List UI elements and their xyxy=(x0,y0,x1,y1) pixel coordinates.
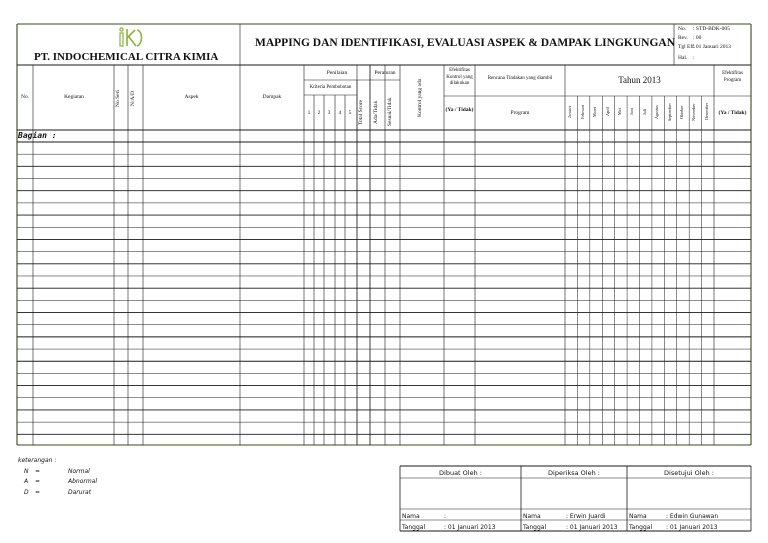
header-peraturan: Peraturan xyxy=(374,70,396,76)
header-kriteria-col: 5 xyxy=(348,110,352,116)
header-ada-tidak: Ada/Tidak xyxy=(373,100,379,124)
header-tahun: Tahun 2013 xyxy=(618,75,661,85)
sig-tanggal-value: : 01 Januari 2013 xyxy=(444,524,496,531)
header-dampak: Dampak xyxy=(262,94,282,100)
sig-tanggal-label: Tanggal xyxy=(402,524,426,531)
header-month: September xyxy=(666,103,672,121)
header-month: Mei xyxy=(616,108,622,116)
header-kriteria-col: 1 xyxy=(307,110,311,116)
keterangan-desc: Abnormal xyxy=(68,478,98,485)
sig-nama-value: : xyxy=(444,513,447,520)
header-total-score: Total Score xyxy=(358,99,364,125)
sig-nama-label: Nama xyxy=(402,513,420,520)
keterangan-code: D xyxy=(24,489,29,496)
header-month: Desember xyxy=(703,103,709,121)
sig-nama-value: : Edwin Gunawan xyxy=(666,513,719,520)
company-name: PT. INDOCHEMICAL CITRA KIMIA xyxy=(34,51,219,63)
header-program: Program xyxy=(510,110,530,116)
keterangan-title: keterangan : xyxy=(18,457,57,464)
header-penilaian: Penilaian xyxy=(326,70,348,76)
sig-tanggal-label: Tanggal xyxy=(629,524,653,531)
keterangan-eq: = xyxy=(35,489,41,496)
document-title: MAPPING DAN IDENTIFIKASI, EVALUASI ASPEK & DAMPAK LINGKUNGAN xyxy=(255,37,675,49)
header-kegiatan: Kegiatan xyxy=(64,94,84,100)
header-rencana: Rencana Tindakan yang diambil xyxy=(487,76,553,81)
keterangan-code: N xyxy=(24,468,29,475)
header-month: Oktober xyxy=(679,105,684,119)
header-efektifitas-program: Efektifitas Program xyxy=(722,71,743,83)
sig-tanggal-value: : 01 Januari 2013 xyxy=(566,524,618,531)
header-ya-tidak-2: (Ya / Tidak) xyxy=(718,110,747,116)
doc-effective-date: Tgl Eff.: 01 Januari 2013 xyxy=(678,44,732,50)
company-logo xyxy=(118,27,144,49)
header-ya-tidak: (Ya / Tidak) xyxy=(445,107,474,113)
sig-tanggal-label: Tanggal xyxy=(523,524,547,531)
header-sesuai-tidak: Sesuai/Tidak xyxy=(387,97,393,127)
header-nad: N/A/D xyxy=(130,91,136,107)
keterangan-desc: Normal xyxy=(68,468,90,475)
header-kriteria-col: 3 xyxy=(327,110,331,116)
header-month: November xyxy=(691,103,697,121)
sig-nama-label: Nama xyxy=(523,513,541,520)
sig-nama-label: Nama xyxy=(629,513,647,520)
header-efektifitas-kontrol: Efektifitas Kontrol yang dilakukan xyxy=(446,68,473,86)
keterangan-eq: = xyxy=(35,468,41,475)
header-kontrol-ada: Kontrol yang ada xyxy=(417,78,423,118)
header-kriteria-col: 4 xyxy=(338,110,342,116)
sig-heading-diperiksa: Diperiksa Oleh : xyxy=(548,469,600,477)
section-bagian-label: Bagian : xyxy=(18,131,57,140)
header-kriteria-col: 2 xyxy=(317,110,321,116)
header-no-seri: No Seri xyxy=(115,90,121,108)
header-kriteria: Kriteria Pembobotan xyxy=(309,85,352,90)
header-month: Juni xyxy=(629,108,635,116)
keterangan-eq: = xyxy=(35,478,41,485)
doc-page: Hal. : xyxy=(678,55,695,61)
header-no: No. xyxy=(21,94,30,100)
sig-nama-value: : Erwin Juardi xyxy=(566,513,606,520)
sig-heading-disetujui: Disetujui Oleh : xyxy=(664,469,714,477)
header-month: Agustus xyxy=(654,105,660,119)
doc-number: No. : STD-BDK-005 xyxy=(678,26,730,32)
sig-tanggal-value: : 01 Januari 2013 xyxy=(666,524,718,531)
header-month: Juli xyxy=(641,108,647,116)
keterangan-code: A xyxy=(24,478,29,485)
doc-revision: Rev. : 00 xyxy=(678,35,702,41)
header-aspek: Aspek xyxy=(184,94,199,100)
header-month: April xyxy=(604,107,610,117)
sig-heading-dibuat: Dibuat Oleh : xyxy=(439,469,482,477)
header-month: Februari xyxy=(579,104,585,120)
header-month: Januari xyxy=(567,105,573,119)
header-month: Maret xyxy=(592,107,597,117)
keterangan-desc: Darurat xyxy=(68,489,92,496)
